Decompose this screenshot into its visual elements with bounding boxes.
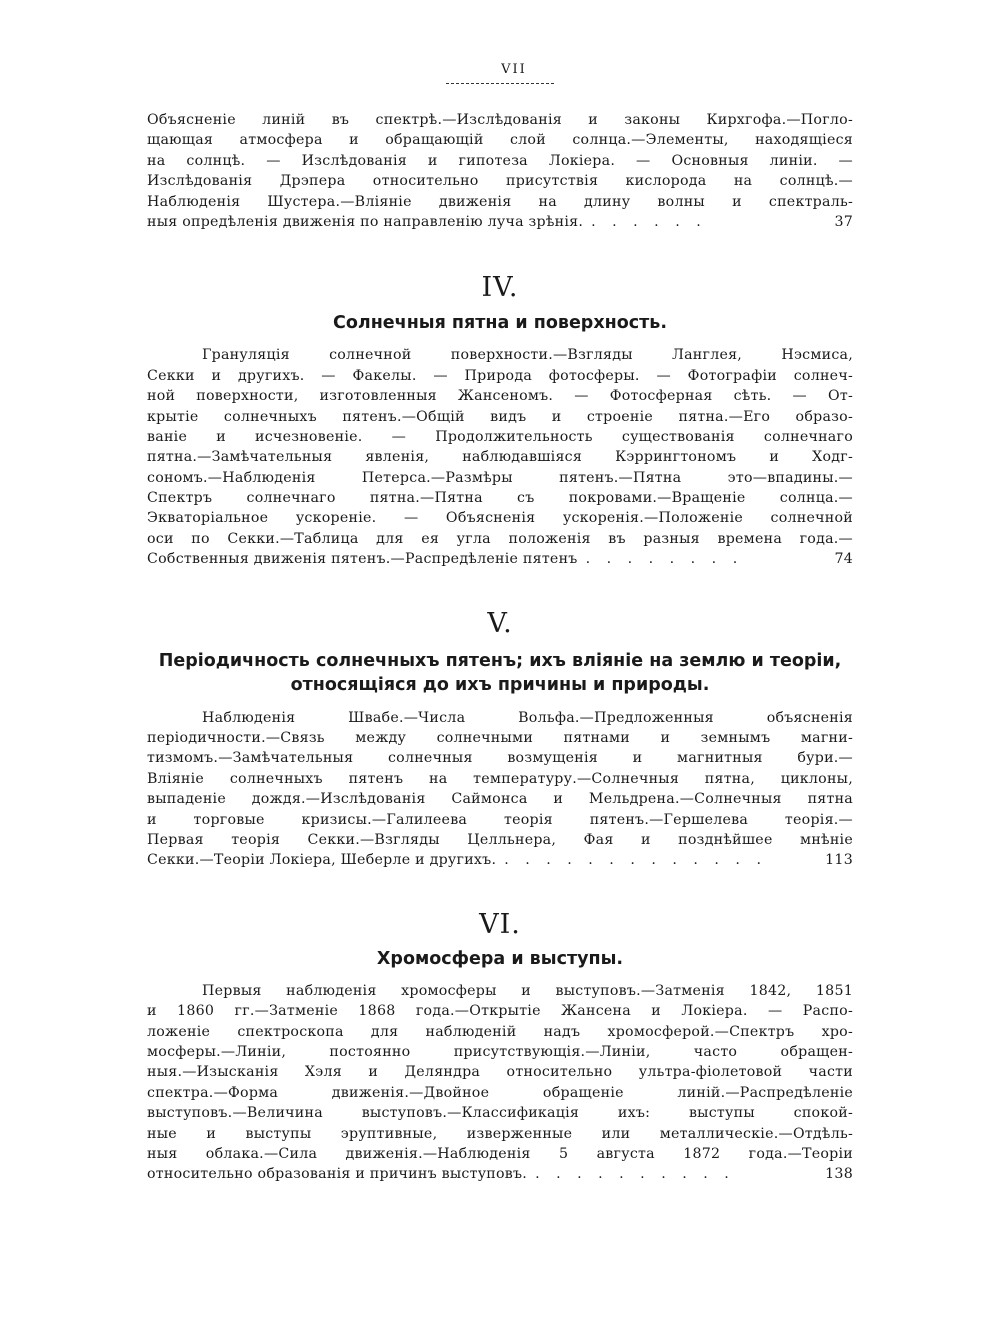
text-line: и 1860 гг.—Затменіе 1868 года.—Открытіе Жансена и Локіера. — Распо- xyxy=(147,1003,853,1020)
title-line: Періодичность солнечныхъ пятенъ; ихъ вліяніе на землю и теоріи, xyxy=(158,650,842,671)
page xyxy=(147,62,853,1185)
folio-rule xyxy=(446,79,554,84)
text-line: ныя облака.—Сила движенія.—Наблюденія 5 августа 1872 года.—Теоріи xyxy=(147,1145,853,1162)
text-line: Собственныя движенія пятенъ.—Распредѣленіе пятенъ xyxy=(147,551,578,568)
text-line: Секки.—Теоріи Локіера, Шеберле и другихъ. xyxy=(147,852,497,869)
text-line: Грануляція солнечной поверхности.—Взгляды Ланглея, Нэсмиса, xyxy=(202,347,853,364)
title-line: относящіяся до ихъ причины и природы. xyxy=(290,674,710,695)
leader-dots: . . . . . . . . xyxy=(585,551,744,568)
text-line: періодичности.—Связь между солнечными пятнами и земнымъ магни- xyxy=(147,730,853,747)
text-line: выступовъ.—Величина выступовъ.—Классификація ихъ: выступы спокой- xyxy=(147,1105,853,1122)
text-line: Наблюденія Швабе.—Числа Вольфа.—Предложенныя объясненія xyxy=(202,709,853,726)
text-line: тизмомъ.—Замѣчательныя солнечныя возмущенія и магнитныя бури.— xyxy=(147,750,853,767)
text-line: относительно образованія и причинъ выступовъ. xyxy=(147,1166,528,1183)
toc-entry-last-line xyxy=(147,1164,853,1184)
toc-entry-last-line xyxy=(147,549,853,569)
text-line: Спектръ солнечнаго пятна.—Пятна съ покровами.—Вращеніе солнца.— xyxy=(147,490,853,507)
leader-dots: . . . . . . xyxy=(591,213,707,230)
text-line: крытіе солнечныхъ пятенъ.—Общій видъ и строеніе пятна.—Его образо- xyxy=(147,408,853,425)
chapter-title: Хромосфера и выступы. xyxy=(376,948,624,969)
leader-dots: . . . . . . . . . . xyxy=(535,1166,735,1183)
page-folio: VII xyxy=(501,62,527,77)
page-reference: 74 xyxy=(834,551,853,568)
toc-entry-last-line xyxy=(147,850,853,870)
text-line: Экваторіальное ускореніе. — Объясненія ускоренія.—Положеніе солнечной xyxy=(147,510,853,527)
text-line: выпаденіе дождя.—Изслѣдованія Саймонса и Мельдрена.—Солнечныя пятна xyxy=(147,791,853,808)
page-reference: 138 xyxy=(825,1166,853,1183)
continuation-paragraph xyxy=(147,110,853,232)
text-line: мосферы.—Линіи, постоянно присутствующія.—Линіи, часто обращен- xyxy=(147,1043,853,1060)
text-line: ложеніе спектроскопа для наблюденій надъ хромосферой.—Спектръ хро- xyxy=(147,1023,853,1040)
text-line: на солнцѣ. — Изслѣдованія и гипотеза Локіера. — Основныя линіи. — xyxy=(147,152,853,169)
text-line: Объясненіе линій въ спектрѣ.—Изслѣдованія и законы Кирхгофа.—Погло- xyxy=(147,112,853,128)
chapter-summary xyxy=(147,345,853,569)
text-line: ваніе и исчезновеніе. — Продолжительность существованія солнечнаго xyxy=(147,428,853,445)
chapter-numeral: IV. xyxy=(481,272,519,304)
leader-dots: . . . . . . . . . . . . . xyxy=(504,852,767,869)
page-reference: 113 xyxy=(825,852,853,869)
text-line: ныя опредѣленія движенія по направленію луча зрѣнія. xyxy=(147,213,584,230)
text-line: сономъ.—Наблюденія Петерса.—Размѣры пятенъ.—Пятна это—впадины.— xyxy=(147,469,853,486)
text-line: щающая атмосфера и обращающій слой солнца.—Элементы, находящіеся xyxy=(147,132,853,149)
chapter-summary xyxy=(147,708,853,871)
text-line: Первая теорія Секки.—Взгляды Целльнера, Фая и позднѣйшее мнѣніе xyxy=(147,832,853,849)
text-line: и торговые кризисы.—Галилеева теорія пятенъ.—Гершелева теорія.— xyxy=(147,811,853,828)
text-line: Изслѣдованія Дрэпера относительно присутствія кислорода на солнцѣ.— xyxy=(147,173,853,190)
text-line: ные и выступы эруптивные, изверженные или металлическіе.—Отдѣль- xyxy=(147,1125,853,1142)
chapter-summary xyxy=(147,981,853,1185)
text-line: пятна.—Замѣчательныя явленія, наблюдавшіяся Кэррингтономъ и Ходг- xyxy=(147,449,853,466)
page-reference: 37 xyxy=(834,213,853,230)
text-line: спектра.—Форма движенія.—Двойное обращеніе линій.—Распредѣленіе xyxy=(147,1084,853,1101)
text-line: Вліяніе солнечныхъ пятенъ на температуру.—Солнечныя пятна, циклоны, xyxy=(147,770,853,787)
text-line: Первыя наблюденія хромосферы и выступовъ.—Затменія 1842, 1851 xyxy=(202,982,853,999)
text-line: оси по Секки.—Таблица для ея угла положенія въ разныя времена года.— xyxy=(147,530,853,547)
text-line: ныя.—Изысканія Хэля и Деляндра относительно ультра-фіолетовой части xyxy=(147,1064,853,1081)
chapter-numeral: VI. xyxy=(479,908,521,940)
text-line: ной поверхности, изготовленныя Жансеномъ. — Фотосферная сѣть. — От- xyxy=(147,388,853,405)
chapter-numeral: V. xyxy=(487,607,513,639)
toc-entry-last-line xyxy=(147,212,853,232)
text-line: Секки и другихъ. — Факелы. — Природа фотосферы. — Фотографіи солнеч- xyxy=(147,367,853,384)
chapter-title: Солнечныя пятна и поверхность. xyxy=(333,313,667,334)
text-line: Наблюденія Шустера.—Вліяніе движенія на длину волны и спектраль- xyxy=(147,193,853,210)
chapter-title xyxy=(147,649,853,697)
